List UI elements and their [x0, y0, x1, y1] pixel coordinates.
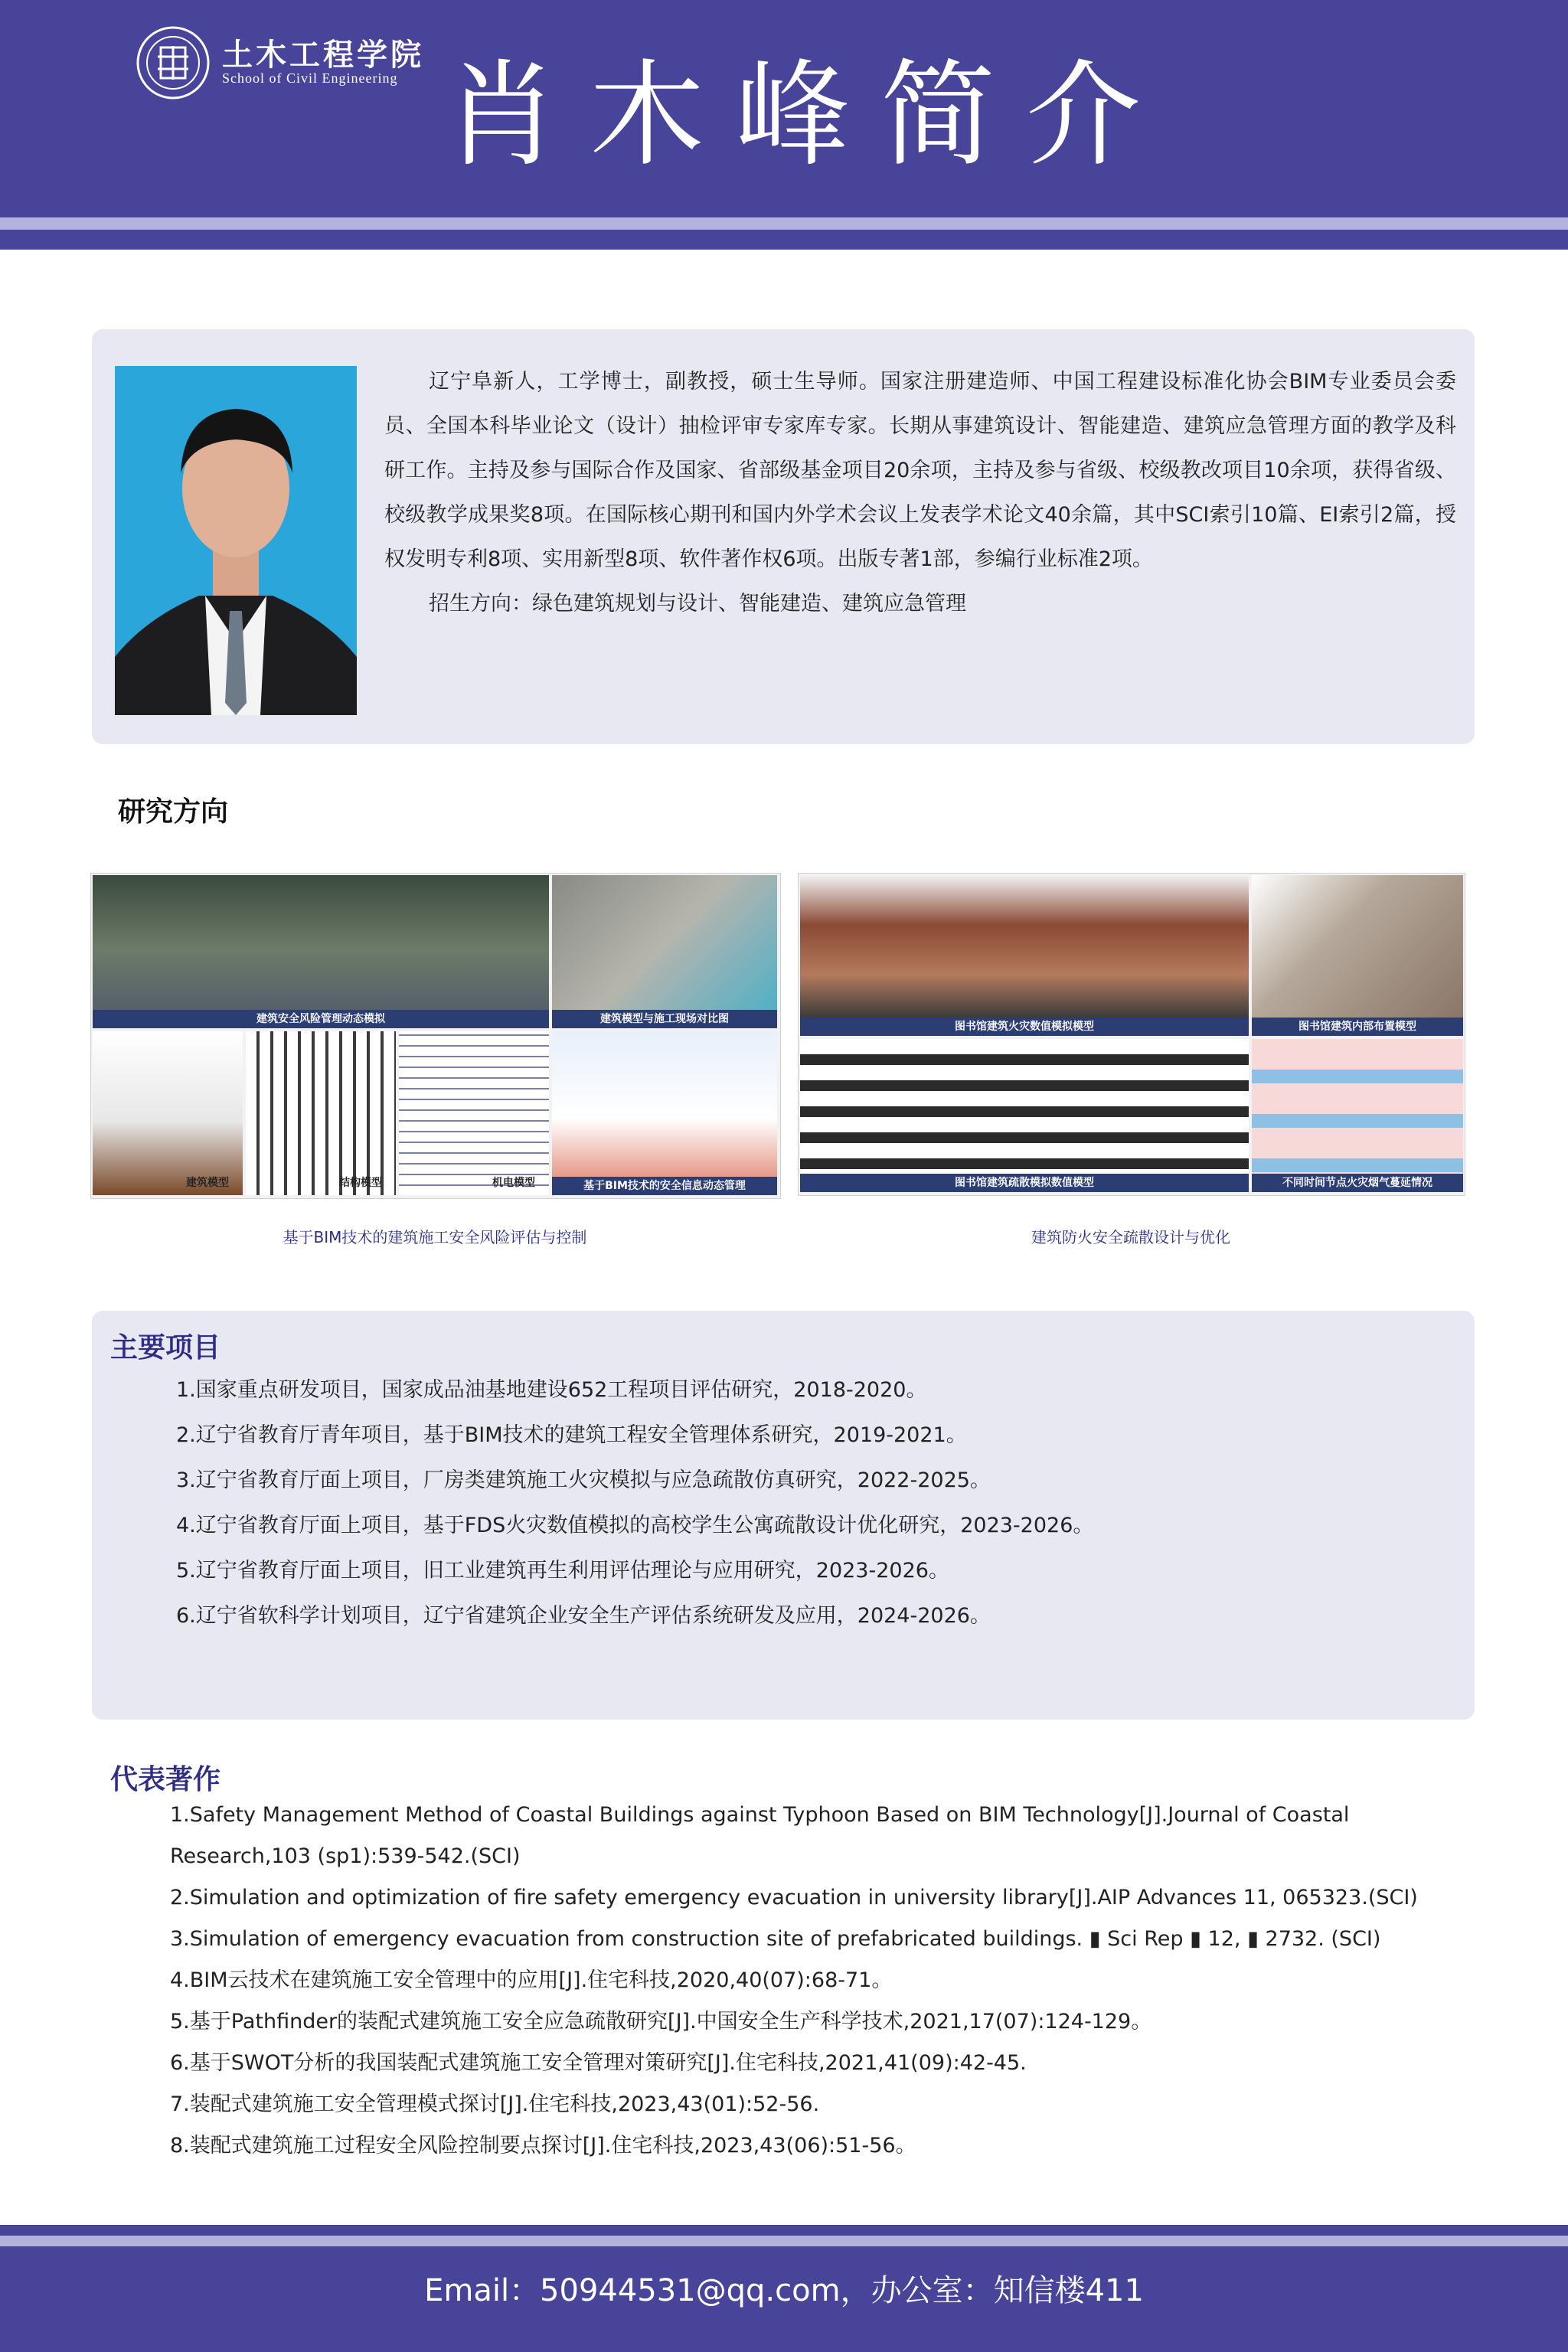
caption-bim-sim: 建筑安全风险管理动态模拟: [93, 1010, 549, 1028]
caption-bim-info: 基于BIM技术的安全信息动态管理: [552, 1177, 777, 1195]
caption-library-fire: 图书馆建筑火灾数值模拟模型: [800, 1018, 1249, 1036]
bim-sim-image: [93, 875, 549, 1010]
caption-structure: 结构模型: [339, 1177, 382, 1189]
smoke-spread-image: [1252, 1039, 1463, 1174]
school-name-cn: 土木工程学院: [222, 37, 424, 73]
mep-model-image: [399, 1031, 549, 1195]
publications-list: [170, 1795, 1472, 2167]
library-interior-image: [1252, 875, 1463, 1018]
caption-smoke: 不同时间节点火灾烟气蔓延情况: [1252, 1174, 1463, 1192]
bim-figure: [90, 873, 781, 1199]
publication-item: 4.BIM云技术在建筑施工安全管理中的应用[J].住宅科技,2020,40(07):68-71。: [170, 1968, 893, 1992]
publications-title: 代表著作: [110, 1764, 221, 1795]
footer-stripe-dark: [0, 2225, 1568, 2236]
evacuation-image: [800, 1039, 1249, 1174]
library-fire-image: [800, 875, 1249, 1018]
building-model-image: [93, 1031, 243, 1195]
school-seal-icon: [135, 24, 211, 101]
fire-figure-caption: 建筑防火安全疏散设计与优化: [1031, 1228, 1230, 1246]
publication-item: 5.基于Pathfinder的装配式建筑施工安全应急疏散研究[J].中国安全生产科学技术,2021,17(07):124-129。: [170, 2010, 1152, 2034]
bim-compare-image: [552, 875, 777, 1010]
publication-item: 7.装配式建筑施工安全管理模式探讨[J].住宅科技,2023,43(01):52-56.: [170, 2092, 820, 2116]
enrollment-direction: 招生方向：绿色建筑规划与设计、智能建造、建筑应急管理: [429, 592, 966, 616]
publication-item: 3.Simulation of emergency evacuation from construction site of prefabricated buildings. ▮ Sci Rep ▮ 12, ▮ 2732. (SCI): [170, 1927, 1381, 1951]
portrait-photo: [115, 366, 357, 715]
project-item: 6.辽宁省软科学计划项目，辽宁省建筑企业安全生产评估系统研发及应用，2024-2026。: [176, 1604, 991, 1628]
project-item: 2.辽宁省教育厅青年项目，基于BIM技术的建筑工程安全管理体系研究，2019-2021。: [176, 1423, 967, 1447]
header-stripe-dark: [0, 230, 1568, 250]
project-item: 5.辽宁省教育厅面上项目，旧工业建筑再生利用评估理论与应用研究，2023-2026。: [176, 1559, 949, 1583]
publication-item: 1.Safety Management Method of Coastal Buildings against Typhoon Based on BIM Technology[J].Journal of Coastal Research,103 (sp1):539-542.(SCI): [170, 1803, 1350, 1868]
project-item: 1.国家重点研发项目，国家成品油基地建设652工程项目评估研究，2018-2020。: [176, 1378, 927, 1402]
caption-bim-compare: 建筑模型与施工现场对比图: [552, 1010, 777, 1028]
projects-list: [176, 1367, 1093, 1638]
header-stripe-light: [0, 217, 1568, 230]
bim-figure-caption: 基于BIM技术的建筑施工安全风险评估与控制: [283, 1228, 587, 1246]
contact-info: Email：50944531@qq.com，办公室：知信楼411: [424, 2273, 1144, 2308]
research-title: 研究方向: [118, 796, 229, 828]
school-name-en: School of Civil Engineering: [222, 70, 398, 86]
caption-library-interior: 图书馆建筑内部布置模型: [1252, 1018, 1463, 1036]
publication-item: 8.装配式建筑施工过程安全风险控制要点探讨[J].住宅科技,2023,43(06):51-56。: [170, 2134, 916, 2158]
bio-text: [384, 360, 1456, 626]
page-title: 肖木峰简介: [444, 49, 1172, 182]
publication-item: 6.基于SWOT分析的我国装配式建筑施工安全管理对策研究[J].住宅科技,2021,41(09):42-45.: [170, 2051, 1027, 2075]
fire-figure: [798, 873, 1465, 1196]
caption-evacuation: 图书馆建筑疏散模拟数值模型: [800, 1174, 1249, 1192]
caption-mep: 机电模型: [492, 1177, 535, 1189]
projects-title: 主要项目: [110, 1332, 221, 1364]
project-item: 3.辽宁省教育厅面上项目，厂房类建筑施工火灾模拟与应急疏散仿真研究，2022-2025。: [176, 1468, 991, 1492]
publication-item: 2.Simulation and optimization of fire safety emergency evacuation in university library[J].AIP Advances 11, 065323.(SCI): [170, 1886, 1418, 1909]
bio-paragraph: 辽宁阜新人，工学博士，副教授，硕士生导师。国家注册建造师、中国工程建设标准化协会BIM专业委员会委员、全国本科毕业论文（设计）抽检评审专家库专家。长期从事建筑设计、智能建造、建筑应急管理方面的教学及科研工作。主持及参与国际合作及国家、省部级基金项目20余项，主持及参与省级、校级教改项目10余项，获得省级、校级教学成果奖8项。在国际核心期刊和国内外学术会议上发表学术论文40余篇，其中SCI索引10篇、EI索引2篇，授权发明专利8项、实用新型8项、软件著作权6项。出版专著1部，参编行业标准2项。: [384, 370, 1456, 571]
project-item: 4.辽宁省教育厅面上项目，基于FDS火灾数值模拟的高校学生公寓疏散设计优化研究，2023-2026。: [176, 1514, 1094, 1537]
structure-model-image: [246, 1031, 396, 1195]
caption-building: 建筑模型: [186, 1177, 229, 1189]
footer-stripe-light: [0, 2236, 1568, 2246]
bim-info-image: [552, 1031, 777, 1177]
